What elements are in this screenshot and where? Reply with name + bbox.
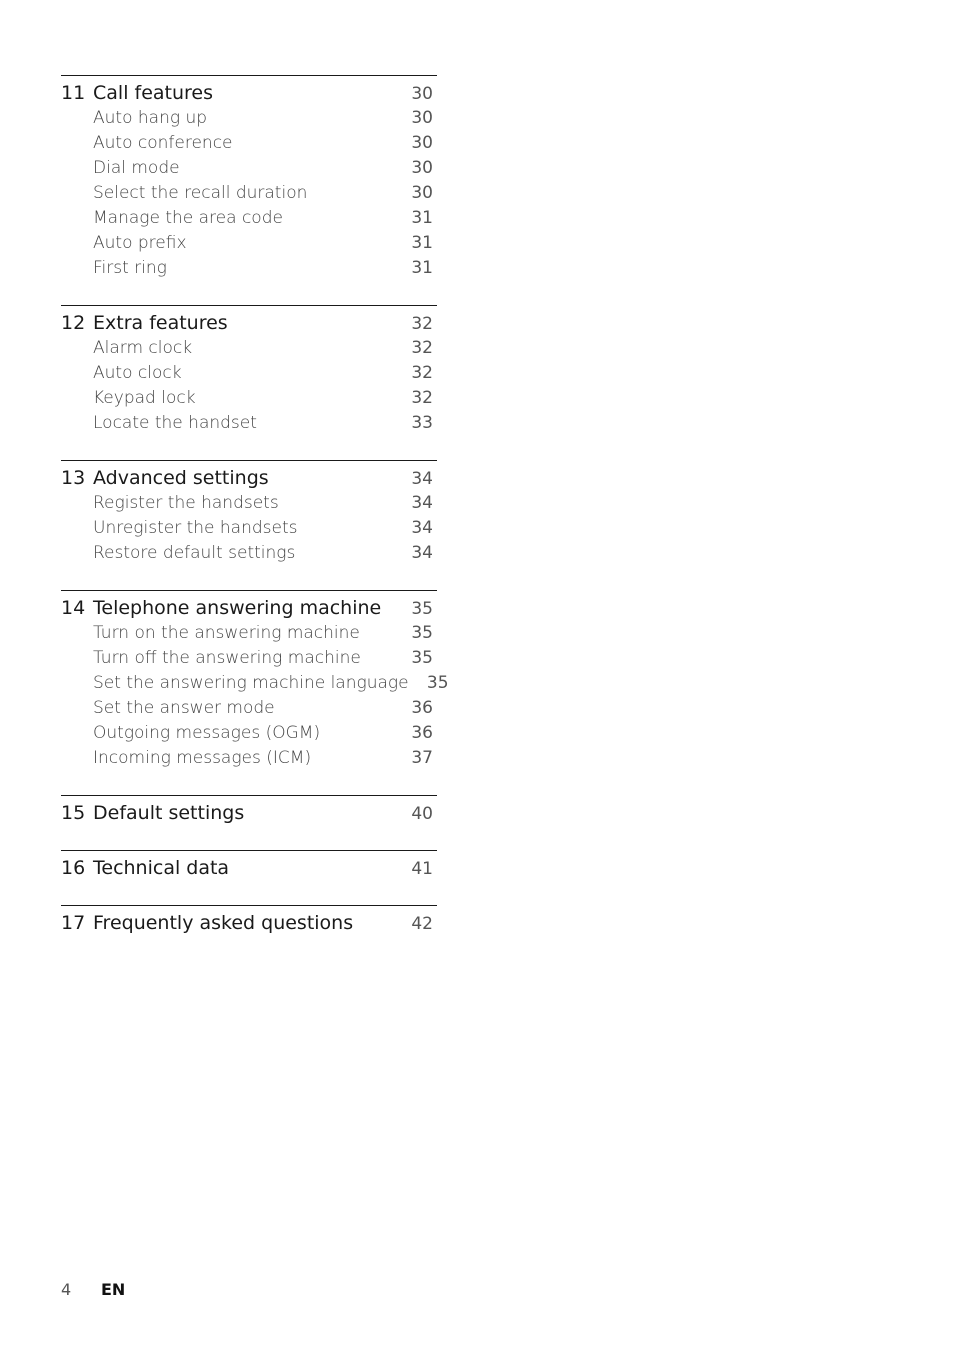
entry-title: Auto conference: [93, 133, 233, 153]
toc-section-heading[interactable]: [61, 801, 437, 826]
section-page-number: 40: [411, 804, 433, 824]
entry-title: First ring: [93, 258, 167, 278]
section-number: 12: [61, 312, 86, 334]
entry-page-number: 31: [411, 258, 433, 278]
entry-page-number: 30: [411, 133, 433, 153]
section-number: 17: [61, 912, 86, 934]
toc-section-heading[interactable]: [61, 911, 437, 936]
entry-title: Locate the handset: [93, 413, 257, 433]
section-number: 13: [61, 467, 86, 489]
section-page-number: 32: [411, 314, 433, 334]
entry-page-number: 32: [411, 338, 433, 358]
table-of-contents: [61, 75, 449, 936]
toc-section: [61, 590, 449, 771]
entry-title: Set the answering machine language: [93, 673, 409, 693]
toc-entry[interactable]: [61, 131, 437, 156]
entry-title: Turn on the answering machine: [93, 623, 360, 643]
entry-page-number: 34: [411, 543, 433, 563]
entry-title: Restore default settings: [93, 543, 296, 563]
entry-page-number: 34: [411, 493, 433, 513]
entry-page-number: 37: [411, 748, 433, 768]
section-title: Telephone answering machine: [93, 597, 382, 619]
toc-entry[interactable]: [61, 336, 437, 361]
page-footer: [61, 1279, 125, 1301]
toc-entry[interactable]: [61, 541, 437, 566]
entry-page-number: 35: [426, 673, 449, 693]
toc-section: [61, 75, 437, 281]
language-code: EN: [101, 1280, 126, 1299]
toc-entry[interactable]: [61, 646, 437, 671]
toc-entry[interactable]: [61, 156, 437, 181]
toc-entry[interactable]: [61, 621, 437, 646]
entry-page-number: 35: [411, 648, 433, 668]
toc-entry[interactable]: [61, 106, 437, 131]
toc-section: [61, 795, 437, 826]
toc-entry[interactable]: [61, 361, 437, 386]
section-page-number: 34: [411, 469, 433, 489]
section-title: Call features: [93, 82, 214, 104]
section-number: 14: [61, 597, 86, 619]
toc-entry[interactable]: [61, 386, 437, 411]
toc-entry[interactable]: [61, 181, 437, 206]
section-number: 11: [61, 82, 86, 104]
toc-entry[interactable]: [61, 206, 437, 231]
entry-page-number: 34: [411, 518, 433, 538]
toc-section-heading[interactable]: [61, 81, 437, 106]
section-page-number: 30: [411, 84, 433, 104]
section-page-number: 42: [411, 914, 433, 934]
entry-title: Dial mode: [93, 158, 180, 178]
toc-entry[interactable]: [61, 721, 437, 746]
toc-section: [61, 850, 437, 881]
entry-title: Unregister the handsets: [93, 518, 298, 538]
toc-section: [61, 460, 437, 566]
entry-title: Auto clock: [93, 363, 182, 383]
entry-title: Select the recall duration: [93, 183, 308, 203]
entry-title: Incoming messages (ICM): [93, 748, 312, 768]
entry-page-number: 30: [411, 108, 433, 128]
page-number: 4: [61, 1280, 72, 1299]
entry-page-number: 35: [411, 623, 433, 643]
entry-title: Outgoing messages (OGM): [93, 723, 321, 743]
section-title: Technical data: [93, 857, 230, 879]
entry-title: Auto hang up: [93, 108, 208, 128]
toc-entry[interactable]: [61, 491, 437, 516]
toc-entry[interactable]: [61, 746, 437, 771]
entry-title: Auto prefix: [93, 233, 187, 253]
entry-title: Manage the area code: [93, 208, 283, 228]
section-title: Default settings: [93, 802, 245, 824]
entry-page-number: 33: [411, 413, 433, 433]
section-page-number: 35: [411, 599, 433, 619]
toc-entry[interactable]: [61, 256, 437, 281]
toc-section: [61, 905, 437, 936]
toc-entry[interactable]: [61, 411, 437, 436]
toc-entry[interactable]: [61, 231, 437, 256]
entry-page-number: 31: [411, 233, 433, 253]
toc-section-heading[interactable]: [61, 466, 437, 491]
section-title: Frequently asked questions: [93, 912, 354, 934]
section-title: Advanced settings: [93, 467, 269, 489]
entry-title: Alarm clock: [93, 338, 193, 358]
entry-page-number: 36: [411, 698, 433, 718]
entry-title: Register the handsets: [93, 493, 279, 513]
entry-title: Keypad lock: [93, 388, 196, 408]
section-number: 16: [61, 857, 86, 879]
entry-title: Set the answer mode: [93, 698, 275, 718]
toc-section-heading[interactable]: [61, 311, 437, 336]
entry-page-number: 36: [411, 723, 433, 743]
toc-section: [61, 305, 437, 436]
toc-entry[interactable]: [61, 696, 437, 721]
section-number: 15: [61, 802, 86, 824]
entry-page-number: 30: [411, 183, 433, 203]
entry-title: Turn off the answering machine: [93, 648, 361, 668]
toc-entry[interactable]: [61, 516, 437, 541]
entry-page-number: 32: [411, 363, 433, 383]
entry-page-number: 31: [411, 208, 433, 228]
section-page-number: 41: [411, 859, 433, 879]
toc-section-heading[interactable]: [61, 856, 437, 881]
section-title: Extra features: [93, 312, 228, 334]
toc-entry[interactable]: [61, 671, 449, 696]
toc-section-heading[interactable]: [61, 596, 437, 621]
entry-page-number: 32: [411, 388, 433, 408]
entry-page-number: 30: [411, 158, 433, 178]
